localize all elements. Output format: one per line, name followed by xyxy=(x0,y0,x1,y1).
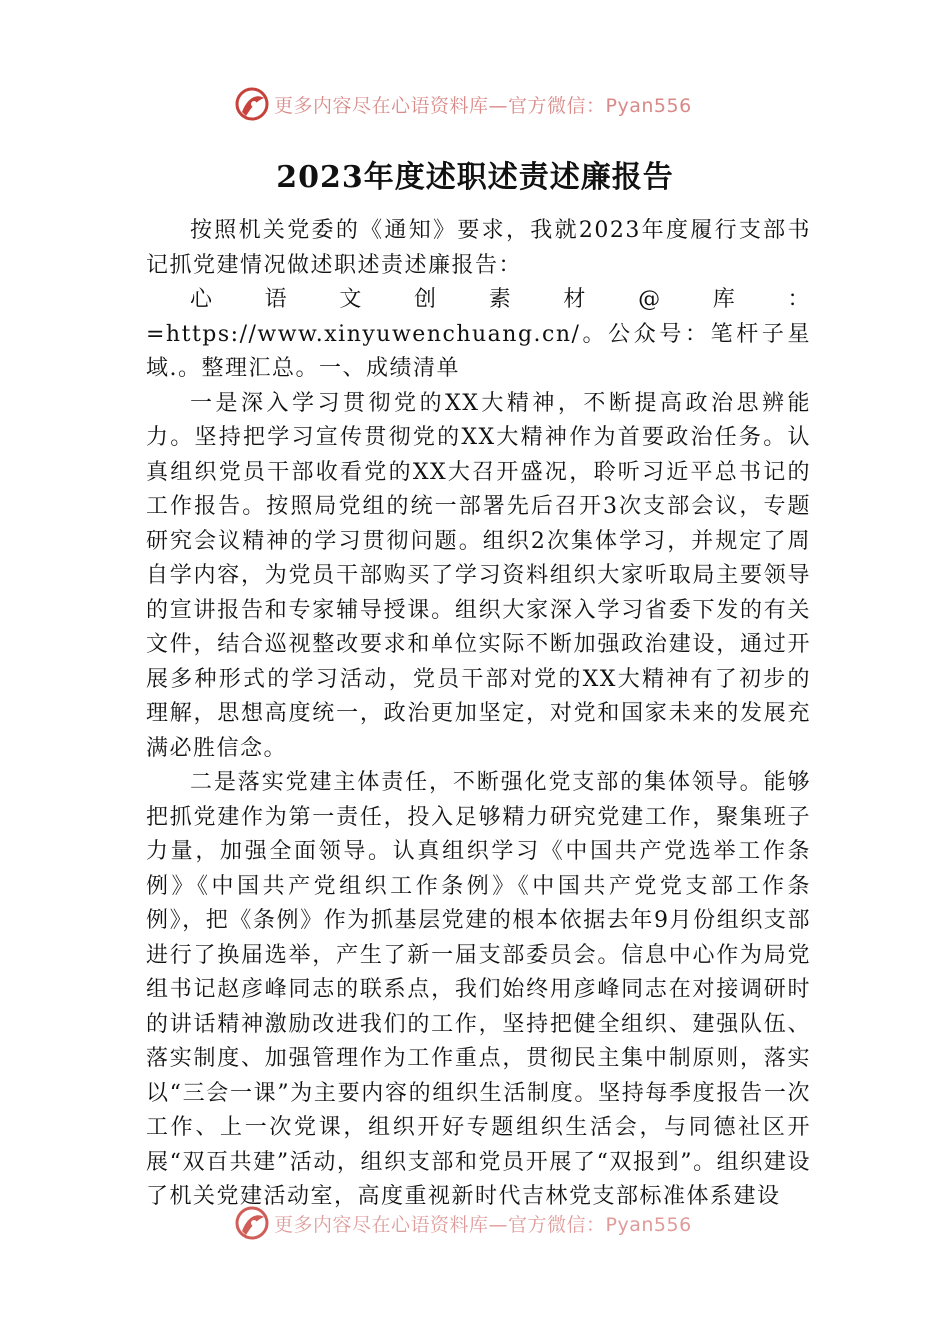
watermark-text: 更多内容尽在心语资料库—官方微信：Pyan556 xyxy=(274,94,692,117)
brand-logo-icon xyxy=(234,86,270,122)
paragraph-intro: 按照机关党委的《通知》要求，我就2023年度履行支部书记抓党建情况做述职述责述廉报告： xyxy=(146,218,811,278)
watermark-text: 更多内容尽在心语资料库—官方微信：Pyan556 xyxy=(274,1213,692,1236)
brand-logo-icon xyxy=(234,1205,270,1241)
paragraph-responsibility: 二是落实党建主体责任，不断强化党支部的集体领导。能够把抓党建作为第一责任，投入足够精力研究党建工作，聚集班子力量，加强全面领导。认真组织学习《中国共产党选举工作条例》《中国共产党组织工作条例》《中国共产党党支部工作条例》，把《条例》作为抓基层党建的根本依据去年9月份组织支部进行了换届选举，产生了新一届支部委员会。信息中心作为局党组书记赵彦峰同志的联系点，我们始终用彦峰同志在对接调研时的讲话精神激励改进我们的工作，坚持把健全组织、建强队伍、落实制度、加强管理作为工作重点，贯彻民主集中制原则，落实以“三会一课”为主要内容的组织生活制度。坚持每季度报告一次工作、上一次党课，组织开好专题组织生活会，与同德社区开展“双百共建”活动，组织支部和党员开展了“双报到”。组织建设了机关党建活动室，高度重视新时代吉林党支部标准体系建设 xyxy=(146,770,811,1209)
paragraph-source-note: 心语文创素材@库：=https://www.xinyuwenchuang.cn/。公众号：笔杆子星域.。整理汇总。一、成绩清单 xyxy=(146,287,811,381)
watermark-header xyxy=(234,84,754,124)
paragraph-study: 一是深入学习贯彻党的XX大精神，不断提高政治思辨能力。坚持把学习宣传贯彻党的XX大精神作为首要政治任务。认真组织党员干部收看党的XX大召开盛况，聆听习近平总书记的工作报告。按照局党组的统一部署先后召开3次支部会议，专题研究会议精神的学习贯彻问题。组织2次集体学习，并规定了周自学内容，为党员干部购买了学习资料组织大家听取局主要领导的宣讲报告和专家辅导授课。组织大家深入学习省委下发的有关文件，结合巡视整改要求和单位实际不断加强政治建设，通过开展多种形式的学习活动，党员干部对党的XX大精神有了初步的理解，思想高度统一，政治更加坚定，对党和国家未来的发展充满必胜信念。 xyxy=(146,390,811,761)
document-title: 2023年度述职述责述廉报告 xyxy=(276,160,674,195)
watermark-footer xyxy=(234,1203,754,1243)
document-body xyxy=(146,214,811,1215)
